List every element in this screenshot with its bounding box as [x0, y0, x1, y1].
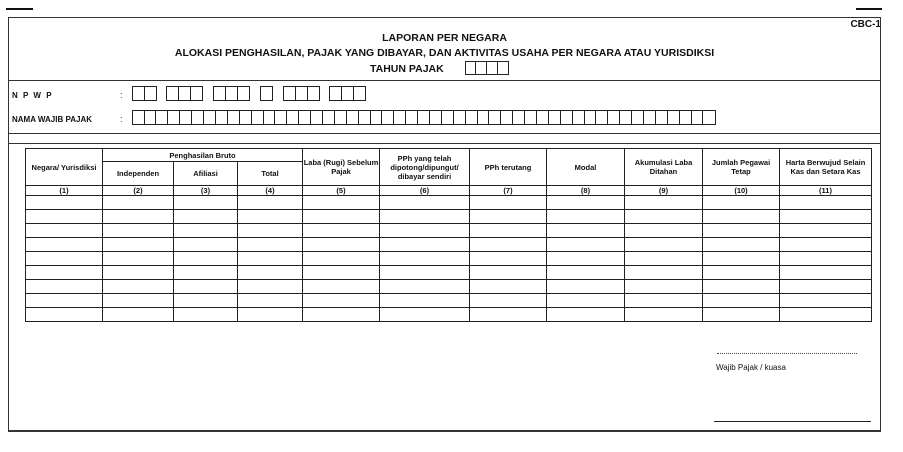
table-cell[interactable]: [174, 252, 238, 266]
table-cell[interactable]: [238, 308, 303, 322]
table-cell[interactable]: [103, 266, 174, 280]
table-cell[interactable]: [238, 280, 303, 294]
table-cell[interactable]: [625, 280, 703, 294]
table-cell[interactable]: [780, 280, 872, 294]
npwp-field[interactable]: [133, 86, 377, 101]
table-cell[interactable]: [26, 280, 103, 294]
header-divider: [8, 80, 881, 81]
corner-mark-left: [6, 8, 33, 10]
npwp-group: [261, 86, 273, 101]
table-cell[interactable]: [303, 294, 380, 308]
column-number: (2): [103, 186, 174, 196]
table-cell[interactable]: [470, 294, 547, 308]
table-cell[interactable]: [625, 294, 703, 308]
table-cell[interactable]: [547, 224, 625, 238]
table-cell[interactable]: [103, 210, 174, 224]
table-cell[interactable]: [547, 210, 625, 224]
table-cell[interactable]: [174, 210, 238, 224]
table-row: [26, 252, 872, 266]
table-cell[interactable]: [780, 252, 872, 266]
table-cell[interactable]: [780, 196, 872, 210]
table-cell[interactable]: [703, 238, 780, 252]
column-number: (9): [625, 186, 703, 196]
table-cell[interactable]: [703, 294, 780, 308]
header-independen: Independen: [103, 162, 174, 186]
table-cell[interactable]: [303, 224, 380, 238]
table-cell[interactable]: [470, 224, 547, 238]
table-cell[interactable]: [26, 224, 103, 238]
npwp-digit-box[interactable]: [307, 86, 320, 101]
header-modal: Modal: [547, 149, 625, 186]
table-row: [26, 266, 872, 280]
table-cell[interactable]: [625, 224, 703, 238]
header-akumulasi-laba: Akumulasi Laba Ditahan: [625, 149, 703, 186]
table-cell[interactable]: [780, 224, 872, 238]
table-cell[interactable]: [380, 308, 470, 322]
tax-year-field[interactable]: [466, 61, 509, 75]
table-row: [26, 308, 872, 322]
form-subtitle: ALOKASI PENGHASILAN, PAJAK YANG DIBAYAR, DAN AKTIVITAS USAHA PER NEGARA ATAU YURISDIKSI: [174, 47, 715, 59]
table-cell[interactable]: [625, 238, 703, 252]
table-cell[interactable]: [380, 252, 470, 266]
signature-line[interactable]: [714, 421, 871, 422]
table-cell[interactable]: [780, 308, 872, 322]
table-cell[interactable]: [547, 266, 625, 280]
table-cell[interactable]: [547, 252, 625, 266]
table-cell[interactable]: [547, 238, 625, 252]
table-cell[interactable]: [103, 238, 174, 252]
npwp-group: [331, 86, 367, 101]
table-cell[interactable]: [103, 280, 174, 294]
table-cell[interactable]: [703, 308, 780, 322]
column-number: (7): [470, 186, 547, 196]
column-number: (3): [174, 186, 238, 196]
table-cell[interactable]: [470, 210, 547, 224]
table-cell[interactable]: [380, 280, 470, 294]
table-cell[interactable]: [174, 294, 238, 308]
table-row: [26, 280, 872, 294]
header-jumlah-pegawai: Jumlah Pegawai Tetap: [703, 149, 780, 186]
table-cell[interactable]: [174, 266, 238, 280]
table-cell[interactable]: [303, 210, 380, 224]
table-cell[interactable]: [103, 196, 174, 210]
table-cell[interactable]: [380, 210, 470, 224]
table-cell[interactable]: [470, 252, 547, 266]
table-cell[interactable]: [26, 308, 103, 322]
table-cell[interactable]: [470, 280, 547, 294]
header-pph-terutang: PPh terutang: [470, 149, 547, 186]
table-cell[interactable]: [703, 210, 780, 224]
nama-colon: :: [120, 114, 123, 124]
table-cell[interactable]: [380, 196, 470, 210]
table-cell[interactable]: [470, 308, 547, 322]
column-number: (1): [26, 186, 103, 196]
table-cell[interactable]: [780, 238, 872, 252]
table-row: [26, 210, 872, 224]
table-row: [26, 294, 872, 308]
npwp-label: N P W P: [12, 91, 54, 100]
table-cell[interactable]: [103, 252, 174, 266]
table-cell[interactable]: [380, 224, 470, 238]
table-cell[interactable]: [174, 224, 238, 238]
npwp-digit-box[interactable]: [353, 86, 366, 101]
table-cell[interactable]: [238, 294, 303, 308]
header-harta-berwujud: Harta Berwujud Selain Kas dan Setara Kas: [780, 149, 872, 186]
table-cell[interactable]: [103, 294, 174, 308]
table-cell[interactable]: [547, 294, 625, 308]
column-number-row: [26, 186, 872, 196]
nama-wajib-pajak-field[interactable]: [133, 110, 716, 125]
table-cell[interactable]: [174, 308, 238, 322]
signature-label: Wajib Pajak / kuasa: [716, 363, 786, 372]
tax-year-digit-box[interactable]: [497, 61, 509, 75]
header-penghasilan-bruto: Penghasilan Bruto: [103, 149, 303, 162]
table-cell[interactable]: [380, 266, 470, 280]
npwp-digit-box[interactable]: [144, 86, 157, 101]
table-cell[interactable]: [303, 280, 380, 294]
table-row: [26, 238, 872, 252]
nama-wajib-pajak-label: NAMA WAJIB PAJAK: [12, 115, 93, 124]
table-cell[interactable]: [238, 210, 303, 224]
table-cell[interactable]: [26, 294, 103, 308]
table-cell[interactable]: [547, 280, 625, 294]
column-number: (6): [380, 186, 470, 196]
header-negara: Negara/ Yurisdiksi: [26, 149, 103, 186]
table-cell[interactable]: [625, 210, 703, 224]
cbc-table: [25, 148, 872, 322]
header-afiliasi: Afiliasi: [174, 162, 238, 186]
table-cell[interactable]: [174, 280, 238, 294]
table-cell[interactable]: [303, 196, 380, 210]
tax-year-label: TAHUN PAJAK: [370, 63, 444, 75]
signature-dotted-line: [717, 353, 857, 354]
table-cell[interactable]: [26, 210, 103, 224]
table-cell[interactable]: [780, 210, 872, 224]
npwp-colon: :: [120, 90, 123, 100]
table-cell[interactable]: [174, 196, 238, 210]
table-cell[interactable]: [625, 252, 703, 266]
table-cell[interactable]: [103, 308, 174, 322]
table-cell[interactable]: [780, 294, 872, 308]
table-cell[interactable]: [26, 252, 103, 266]
table-row: [26, 196, 872, 210]
table-cell[interactable]: [625, 196, 703, 210]
table-cell[interactable]: [703, 252, 780, 266]
table-cell[interactable]: [625, 308, 703, 322]
table-cell[interactable]: [380, 238, 470, 252]
form-code: CBC-1: [850, 19, 881, 30]
table-cell[interactable]: [780, 266, 872, 280]
header-total: Total: [238, 162, 303, 186]
table-cell[interactable]: [238, 196, 303, 210]
header-pph-dibayar: PPh yang telah dipotong/dipungut/ dibayar sendiri: [380, 149, 470, 186]
table-cell[interactable]: [625, 266, 703, 280]
column-number: (11): [780, 186, 872, 196]
column-number: (5): [303, 186, 380, 196]
table-cell[interactable]: [303, 266, 380, 280]
table-cell[interactable]: [547, 196, 625, 210]
column-number: (10): [703, 186, 780, 196]
table-cell[interactable]: [303, 238, 380, 252]
table-cell[interactable]: [26, 266, 103, 280]
table-cell[interactable]: [470, 196, 547, 210]
table-cell[interactable]: [174, 238, 238, 252]
form-title: LAPORAN PER NEGARA: [382, 32, 507, 44]
table-cell[interactable]: [470, 238, 547, 252]
table-row: [26, 224, 872, 238]
npwp-digit-box[interactable]: [260, 86, 273, 101]
table-top-divider: [8, 143, 881, 144]
table-cell[interactable]: [380, 294, 470, 308]
table-cell[interactable]: [703, 224, 780, 238]
npwp-digit-box[interactable]: [237, 86, 250, 101]
table-cell[interactable]: [303, 252, 380, 266]
table-cell[interactable]: [703, 280, 780, 294]
table-cell[interactable]: [703, 266, 780, 280]
identity-divider: [8, 133, 881, 134]
table-cell[interactable]: [238, 224, 303, 238]
npwp-group: [214, 86, 250, 101]
nama-char-box[interactable]: [702, 110, 715, 125]
table-cell[interactable]: [238, 238, 303, 252]
npwp-group: [284, 86, 320, 101]
table-cell[interactable]: [238, 252, 303, 266]
npwp-group: [168, 86, 204, 101]
table-cell[interactable]: [303, 308, 380, 322]
npwp-digit-box[interactable]: [190, 86, 203, 101]
table-cell[interactable]: [26, 196, 103, 210]
table-cell[interactable]: [470, 266, 547, 280]
table-cell[interactable]: [703, 196, 780, 210]
corner-mark-right: [856, 8, 882, 10]
table-cell[interactable]: [26, 238, 103, 252]
header-laba-rugi: Laba (Rugi) Sebelum Pajak: [303, 149, 380, 186]
table-cell[interactable]: [238, 266, 303, 280]
column-number: (4): [238, 186, 303, 196]
table-cell[interactable]: [547, 308, 625, 322]
npwp-group: [133, 86, 157, 101]
table-cell[interactable]: [103, 224, 174, 238]
column-number: (8): [547, 186, 625, 196]
